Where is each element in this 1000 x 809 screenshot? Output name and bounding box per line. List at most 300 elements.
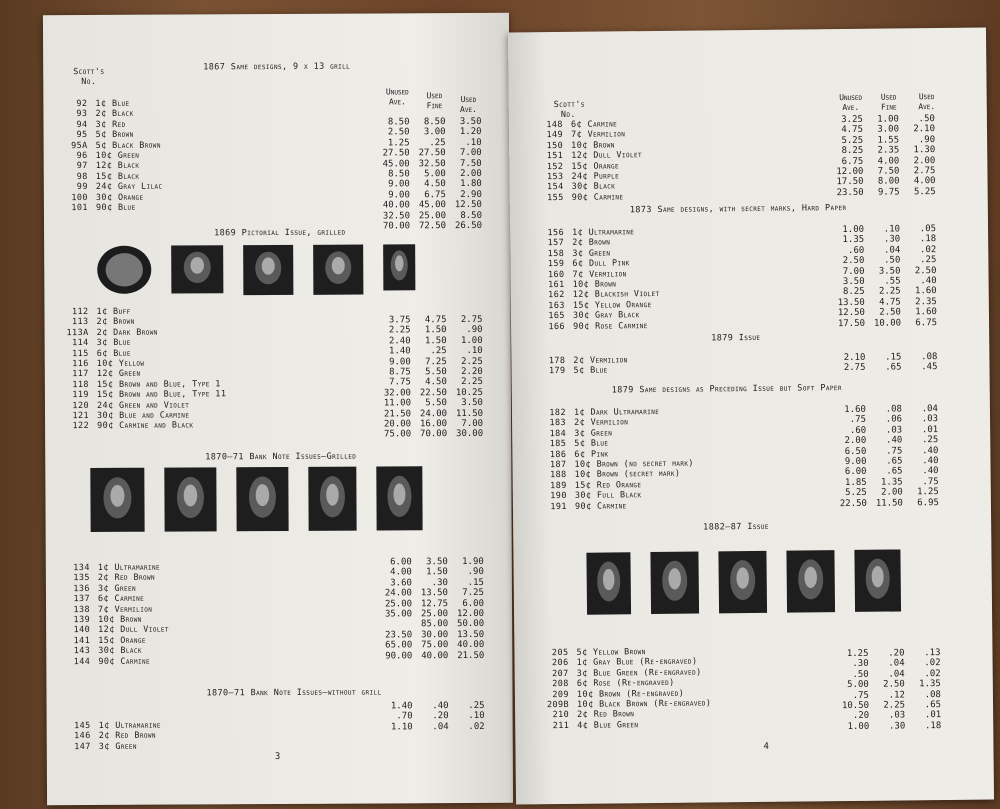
- stamp-description: 30¢ Full Black: [574, 490, 642, 501]
- price-used-fine: 1.50: [424, 325, 447, 336]
- price-unused-ave: 5.25: [845, 487, 867, 499]
- stamp-description: 12¢ Dull Violet: [98, 624, 169, 636]
- scott-number: 183: [549, 418, 567, 429]
- stamp-description: 10¢ Brown: [572, 279, 617, 290]
- stamp-description: 90¢ Carmine: [98, 656, 151, 667]
- price-used-fine: .55: [884, 276, 901, 287]
- price-row: [374, 158, 482, 169]
- price-used-fine: .30: [431, 577, 448, 588]
- scott-number: 157: [547, 238, 565, 249]
- price-used-ave: 50.00: [457, 619, 485, 630]
- stamp-image: [375, 465, 423, 531]
- scott-number: 139: [73, 614, 91, 626]
- price-row: [377, 711, 485, 722]
- stamp-image: [717, 550, 768, 615]
- price-row: [374, 138, 482, 149]
- price-unused-ave: 24.00: [384, 588, 412, 599]
- price-used-ave: 5.25: [913, 186, 936, 198]
- price-used-fine: 2.00: [881, 487, 903, 498]
- no-label: No.: [560, 109, 576, 120]
- price-list: [827, 114, 936, 198]
- price-used-ave: .65: [924, 699, 942, 711]
- scott-number: 99: [76, 182, 88, 193]
- price-used-ave: 2.75: [460, 314, 483, 326]
- price-unused-ave: 20.00: [383, 419, 412, 430]
- price-unused-ave: 2.25: [388, 325, 411, 336]
- price-row: [376, 650, 484, 661]
- price-used-fine: .04: [432, 721, 449, 732]
- price-unused-ave: 8.75: [389, 367, 411, 378]
- stamp-description: 1¢ Dark Ultramarine: [573, 406, 660, 418]
- price-used-ave: .90: [918, 134, 936, 146]
- stamp-description: 12¢ Blackish Violet: [572, 289, 660, 301]
- price-row: [376, 630, 484, 641]
- stamp-description: 5¢ Blue: [573, 365, 608, 377]
- scott-number: 119: [72, 390, 89, 401]
- price-used-ave: .40: [922, 455, 939, 467]
- price-unused-ave: 8.50: [387, 117, 410, 128]
- price-used-ave: .08: [921, 352, 938, 363]
- scott-number: 165: [548, 311, 565, 322]
- stamp-description: 7¢ Vermilion: [572, 268, 627, 280]
- price-unused-ave: 23.50: [385, 630, 413, 641]
- price-row: [374, 169, 482, 180]
- price-unused-ave: 2.00: [844, 435, 867, 447]
- list-item: [57, 731, 161, 742]
- price-used-ave: 1.00: [460, 335, 483, 346]
- list-item: [55, 421, 226, 432]
- price-used-fine: .06: [885, 414, 903, 425]
- price-unused-ave: 1.00: [842, 224, 865, 236]
- section-title: 1870–71 Bank Note Issues—Grilled: [205, 451, 357, 463]
- price-unused-ave: 7.75: [389, 377, 411, 388]
- price-row: [376, 598, 484, 609]
- price-unused-ave: .60: [847, 245, 865, 256]
- stamp-description: 10¢ Brown (secret mark): [574, 469, 681, 481]
- price-used-ave: 13.50: [457, 629, 485, 640]
- price-used-ave: .10: [468, 711, 485, 722]
- col-used-ave: [909, 92, 945, 112]
- stamp-list: [530, 227, 660, 332]
- price-used-ave: 4.00: [913, 176, 936, 187]
- price-row: [374, 221, 482, 232]
- stamp-description: 2¢ Brown: [572, 237, 611, 249]
- price-used-ave: .18: [919, 234, 937, 245]
- price-used-ave: .45: [921, 362, 938, 373]
- price-row: [375, 367, 483, 378]
- col-used-ave: [451, 95, 485, 115]
- stamp-row-1870: [89, 465, 441, 533]
- price-unused-ave: 1.00: [847, 721, 870, 732]
- price-used-fine: 5.50: [425, 367, 447, 378]
- scott-number: 159: [547, 259, 565, 270]
- price-used-fine: 9.75: [877, 187, 900, 198]
- price-used-fine: 45.00: [418, 200, 446, 211]
- price-row: [375, 419, 483, 430]
- stamp-list: [56, 563, 169, 667]
- price-row: [376, 557, 484, 568]
- list-item: [54, 171, 163, 182]
- scott-number: 209: [552, 689, 569, 700]
- price-used-ave: 12.50: [454, 200, 482, 211]
- stamp-description: 10¢ Brown (no secret mark): [574, 458, 694, 470]
- price-used-ave: 11.50: [455, 408, 484, 419]
- header-fine: Fine: [880, 102, 897, 112]
- price-used-fine: 22.50: [419, 387, 447, 398]
- price-used-fine: .40: [885, 435, 903, 446]
- list-item: [56, 625, 169, 636]
- price-used-fine: .25: [429, 137, 446, 148]
- price-used-ave: 10.25: [455, 387, 483, 398]
- price-used-ave: 8.50: [460, 210, 483, 221]
- price-row: [833, 721, 941, 733]
- scott-number: 117: [72, 369, 89, 380]
- price-unused-ave: 5.00: [847, 679, 869, 691]
- stamp-description: 15¢ Black: [95, 171, 140, 182]
- stamp-description: 30¢ Black: [98, 645, 142, 657]
- header-fine: Fine: [426, 101, 443, 111]
- price-used-ave: 3.50: [459, 116, 482, 128]
- stamp-description: 15¢ Brown and Blue, Type 1: [96, 379, 221, 390]
- stamp-description: 6¢ Carmine: [97, 593, 145, 605]
- price-used-ave: .15: [467, 577, 484, 588]
- scott-number: 179: [548, 366, 566, 377]
- header-used: Used: [426, 91, 443, 101]
- price-row: [375, 398, 483, 409]
- price-unused-ave: 7.00: [842, 266, 865, 277]
- price-unused-ave: 1.60: [844, 404, 866, 416]
- price-unused-ave: 9.00: [388, 179, 410, 190]
- price-unused-ave: .70: [396, 711, 413, 722]
- price-used-ave: 2.00: [913, 155, 936, 166]
- scott-number: 94: [76, 119, 88, 130]
- stamp-description: 2¢ Brown: [96, 317, 135, 328]
- price-used-fine: 3.50: [878, 265, 901, 277]
- price-unused-ave: 4.75: [841, 125, 864, 136]
- stamp-description: 10¢ Brown: [571, 140, 615, 151]
- stamp-image: [585, 551, 632, 615]
- stamp-description: 90¢ Carmine and Black: [97, 420, 194, 432]
- price-used-ave: .18: [924, 720, 942, 731]
- price-unused-ave: 2.40: [388, 336, 411, 347]
- price-used-fine: 3.50: [426, 557, 448, 568]
- price-used-ave: .40: [922, 466, 939, 477]
- price-used-ave: 7.25: [462, 588, 484, 599]
- scott-number: 150: [546, 140, 564, 151]
- price-row: [376, 588, 484, 599]
- stamp-description: 30¢ Black: [571, 181, 616, 193]
- stamp-image: [785, 549, 836, 614]
- price-unused-ave: 1.85: [844, 477, 867, 488]
- price-used-ave: 1.30: [913, 145, 936, 156]
- list-item: [56, 615, 169, 626]
- list-item: [531, 300, 660, 312]
- price-row: [375, 388, 483, 399]
- price-unused-ave: 70.00: [382, 221, 411, 232]
- price-list: [832, 648, 941, 732]
- stamp-description: 24¢ Green and Violet: [96, 399, 190, 411]
- list-item: [53, 119, 162, 130]
- price-unused-ave: 5.25: [841, 135, 864, 146]
- right-page: [508, 28, 994, 805]
- price-used-ave: .40: [922, 445, 939, 456]
- scott-number: 152: [546, 161, 564, 172]
- header-used: Used: [918, 92, 935, 102]
- price-used-ave: 1.90: [462, 556, 484, 568]
- stamp-image: [163, 466, 217, 532]
- left-page: [43, 13, 513, 805]
- price-used-fine: 2.50: [883, 679, 905, 690]
- scott-number: 186: [549, 449, 567, 460]
- price-used-ave: 2.75: [913, 166, 936, 177]
- price-used-fine: 4.00: [877, 155, 900, 167]
- stamp-image: [649, 551, 700, 616]
- list-item: [55, 389, 226, 400]
- price-used-ave: .40: [920, 276, 937, 287]
- list-item: [57, 741, 161, 752]
- stamp-description: 1¢ Gray Blue (Re-engraved): [576, 656, 698, 669]
- scott-number: 144: [73, 656, 91, 667]
- header-ave: Ave.: [459, 104, 477, 115]
- stamp-description: 3¢ Green: [97, 583, 137, 594]
- price-used-fine: .04: [883, 245, 901, 256]
- price-unused-ave: 75.00: [384, 429, 412, 440]
- price-used-fine: 24.00: [419, 408, 448, 419]
- price-used-ave: .10: [465, 137, 482, 148]
- price-used-ave: 30.00: [456, 429, 484, 440]
- price-used-fine: 8.00: [877, 176, 900, 188]
- price-unused-ave: 9.00: [389, 356, 411, 367]
- stamp-image: [89, 467, 145, 533]
- section-title: 1873 Same designs, with secret marks, Hard Paper: [629, 202, 847, 216]
- scott-number: 143: [73, 646, 91, 657]
- price-unused-ave: 23.50: [836, 187, 864, 198]
- list-item: [54, 151, 163, 162]
- price-used-fine: 85.00: [421, 619, 449, 630]
- scott-number: 206: [551, 658, 569, 669]
- scott-number: 148: [546, 119, 563, 131]
- stamp-image: [235, 466, 289, 532]
- price-row: [376, 578, 484, 589]
- scott-number: 138: [73, 604, 91, 615]
- scott-number: 146: [74, 731, 91, 742]
- price-unused-ave: 27.50: [382, 148, 410, 159]
- scott-number: 151: [546, 151, 564, 162]
- page-number: 4: [763, 741, 769, 752]
- price-unused-ave: 22.50: [839, 498, 867, 509]
- list-item: [531, 320, 660, 332]
- stamp-image: [312, 244, 364, 296]
- list-item: [56, 583, 169, 594]
- price-used-fine: 2.50: [879, 307, 901, 318]
- price-used-fine: .10: [883, 224, 901, 235]
- price-used-fine: 2.25: [878, 286, 901, 297]
- price-used-ave: 2.90: [460, 189, 482, 200]
- header-ave: Ave.: [842, 102, 860, 113]
- scott-number: 98: [76, 171, 88, 182]
- price-row: [375, 325, 483, 336]
- stamp-image: [853, 548, 902, 612]
- scott-number: 147: [74, 741, 91, 752]
- price-used-fine: 4.75: [424, 315, 447, 326]
- price-used-ave: 1.60: [914, 286, 937, 297]
- stamp-description: 3¢ Green: [572, 248, 611, 259]
- stamp-description: 15¢ Orange: [98, 635, 146, 646]
- scott-number: 189: [550, 480, 567, 491]
- price-used-ave: .90: [467, 567, 484, 578]
- price-unused-ave: 45.00: [382, 158, 410, 170]
- list-item: [531, 366, 627, 377]
- section-title: 1879 Same designs as Preceding Issue but Soft Paper: [611, 383, 842, 396]
- price-unused-ave: 4.00: [390, 567, 412, 578]
- list-item: [56, 563, 169, 574]
- price-row: [375, 429, 483, 440]
- price-unused-ave: 17.50: [836, 177, 864, 188]
- stamp-description: 7¢ Vermilion: [98, 604, 153, 615]
- stamp-description: 12¢ Black: [95, 161, 140, 172]
- price-unused-ave: [376, 620, 412, 631]
- price-used-ave: .02: [919, 244, 937, 256]
- price-unused-ave: 6.00: [390, 557, 412, 568]
- price-used-fine: 6.75: [424, 189, 446, 200]
- stamp-description: 1¢ Blue: [95, 98, 130, 109]
- price-list: [830, 404, 939, 509]
- price-used-ave: .03: [921, 414, 939, 425]
- stamp-description: 2¢ Red Brown: [98, 731, 156, 742]
- price-used-fine: .04: [888, 669, 905, 680]
- price-row: [829, 318, 937, 330]
- scott-number: 116: [72, 358, 89, 370]
- stamp-description: 10¢ Brown: [98, 614, 142, 625]
- stamp-description: 3¢ Blue: [96, 337, 131, 349]
- price-row: [376, 567, 484, 578]
- price-unused-ave: 9.00: [388, 190, 410, 201]
- price-unused-ave: 3.60: [390, 578, 412, 589]
- price-row: [376, 609, 484, 620]
- list-item: [53, 99, 162, 110]
- price-row: [374, 127, 482, 138]
- stamp-description: 3¢ Green: [98, 741, 137, 752]
- scott-number: 205: [551, 647, 569, 659]
- stamp-description: 5¢ Blue: [574, 438, 609, 450]
- scott-number: 207: [552, 668, 569, 679]
- scott-number: 166: [548, 321, 566, 332]
- price-used-fine: .75: [886, 445, 903, 457]
- stamp-description: 10¢ Black Brown (Re-engraved): [576, 698, 712, 710]
- scott-number: 162: [548, 290, 565, 301]
- section-title: 1869 Pictorial Issue, grilled: [214, 227, 346, 239]
- scott-number: 100: [71, 192, 88, 203]
- price-row: [375, 408, 483, 419]
- scott-number: 190: [550, 491, 567, 502]
- price-row: [376, 640, 484, 651]
- scott-number: 208: [552, 679, 569, 690]
- stamp-description: 90¢ Rose Carmine: [572, 320, 648, 332]
- list-item: [54, 192, 163, 203]
- stamp-description: 24¢ Gray Lilac: [95, 181, 163, 193]
- list-item: [54, 182, 163, 193]
- list-item: [56, 573, 169, 584]
- list-item: [57, 721, 161, 732]
- price-used-ave: 2.35: [915, 296, 937, 308]
- price-used-fine: 30.00: [421, 629, 449, 640]
- price-unused-ave: 11.00: [383, 398, 411, 409]
- header-ave: Ave.: [918, 102, 936, 112]
- price-list: [377, 701, 485, 733]
- price-unused-ave: 1.40: [390, 701, 413, 712]
- price-used-ave: .02: [924, 668, 941, 679]
- price-row: [374, 210, 482, 221]
- price-used-ave: 3.50: [461, 398, 483, 409]
- price-used-ave: 1.20: [459, 127, 482, 138]
- header-unused: Unused: [385, 87, 409, 97]
- scott-number: 112: [71, 306, 89, 318]
- price-used-fine: 70.00: [420, 429, 448, 440]
- col-unused-ave: [829, 93, 873, 113]
- list-item: [533, 500, 694, 512]
- price-used-fine: 1.55: [877, 135, 900, 146]
- stamp-description: 3¢ Blue Green (Re-engraved): [576, 667, 702, 679]
- header-unused: Unused: [839, 92, 863, 103]
- price-unused-ave: 3.50: [842, 276, 865, 287]
- list-item: [54, 140, 163, 151]
- list-item: [56, 604, 169, 615]
- price-unused-ave: 65.00: [385, 640, 413, 651]
- stamp-description: 90¢ Blue: [95, 202, 136, 213]
- scott-number: 140: [73, 625, 91, 636]
- list-item: [530, 192, 643, 204]
- price-unused-ave: 2.50: [387, 127, 410, 138]
- price-unused-ave: 90.00: [385, 650, 413, 661]
- price-used-fine: 75.00: [421, 640, 449, 651]
- scott-number: 122: [72, 421, 90, 432]
- stamp-description: 3¢ Green: [574, 428, 613, 439]
- price-row: [375, 377, 483, 388]
- price-list: [828, 224, 937, 329]
- price-used-fine: 4.50: [425, 377, 447, 388]
- price-used-ave: .02: [924, 658, 941, 669]
- price-used-fine: 25.00: [418, 210, 447, 221]
- scott-number: 154: [546, 182, 564, 193]
- price-row: [829, 362, 937, 374]
- scott-number: 188: [549, 470, 567, 481]
- scott-number: 95: [76, 130, 88, 141]
- price-used-ave: 1.35: [919, 679, 941, 690]
- price-used-fine: 1.00: [877, 114, 899, 125]
- col-used-fine: [417, 91, 451, 111]
- section-title: 1879 Issue: [711, 332, 761, 344]
- price-used-fine: 1.50: [426, 567, 448, 578]
- price-row: [373, 117, 481, 128]
- price-used-fine: .40: [432, 701, 449, 712]
- price-used-ave: .13: [924, 648, 941, 659]
- price-used-fine: 1.50: [424, 335, 447, 347]
- scott-number: 141: [73, 635, 91, 646]
- price-list: [829, 352, 937, 374]
- price-used-ave: .90: [466, 325, 483, 336]
- stamp-description: 30¢ Blue and Carmine: [97, 410, 190, 421]
- price-used-fine: .15: [885, 352, 902, 363]
- price-unused-ave: .50: [852, 669, 869, 680]
- price-used-ave: 2.00: [460, 168, 482, 179]
- price-used-ave: 6.95: [917, 497, 939, 508]
- list-item: [531, 355, 627, 366]
- price-used-ave: .01: [924, 710, 942, 721]
- price-used-fine: .20: [888, 648, 905, 659]
- price-row: [375, 356, 483, 367]
- price-used-fine: 27.50: [418, 148, 446, 159]
- stamp-description: 2¢ Black: [95, 109, 134, 120]
